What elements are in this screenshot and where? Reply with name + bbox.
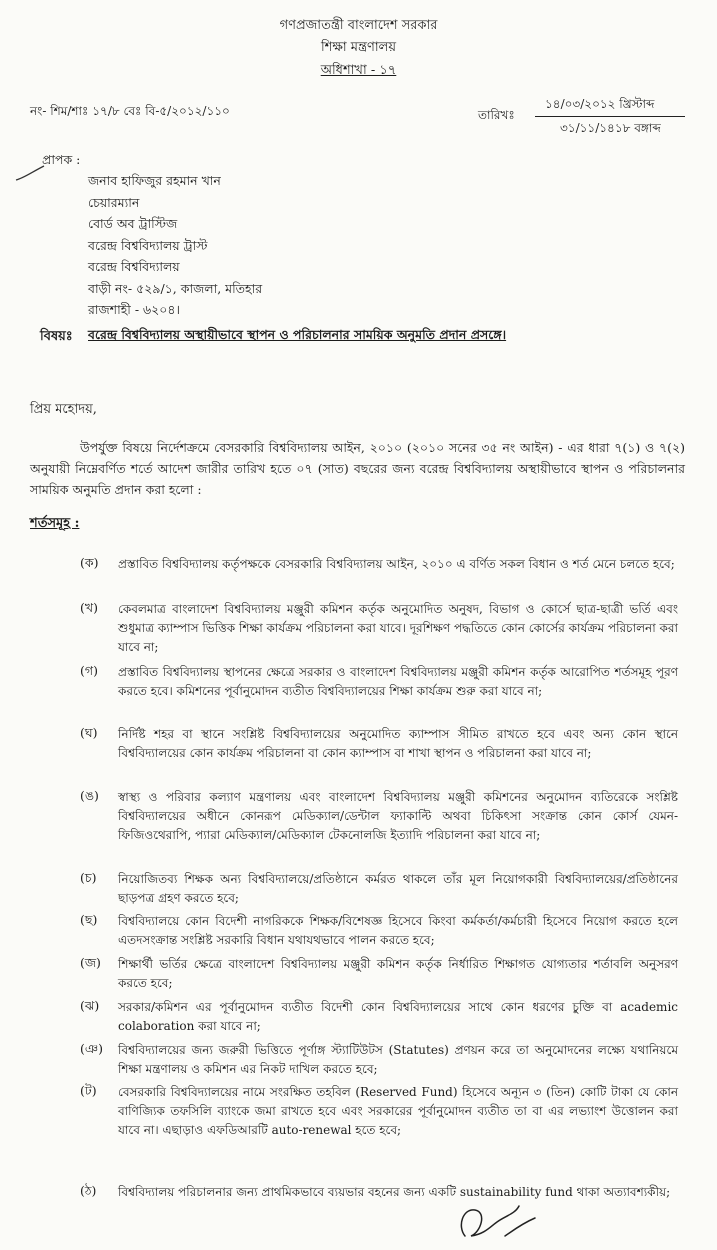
condition-text-ga: প্রস্তাবিত বিশ্ববিদ্যালয় স্থাপনের ক্ষেত্রে সরকার ও বাংলাদেশ বিশ্ববিদ্যালয় মঞ্জুরী কমিশন কর্তৃক আরোপিত শর্তসমূহ পূরণ করতে হবে। কমিশনের পূর্বানুমোদন ব্যতীত বিশ্ববিদ্যালয়ের শিক্ষা কার্যক্রম শুরু করা যাবে না;	[118, 665, 678, 698]
condition-label-ja: (জ)	[80, 955, 101, 970]
condition-label-nya: (ঞ)	[80, 1041, 103, 1056]
date-divider	[535, 116, 685, 117]
recipient-trust: বরেন্দ্র বিশ্ববিদ্যালয় ট্রাস্ট	[88, 237, 208, 253]
subject-text: বরেন্দ্র বিশ্ববিদ্যালয় অস্থায়ীভাবে স্থাপন ও পরিচালনার সাময়িক অনুমতি প্রদান প্রসঙ্গে।	[88, 327, 507, 342]
recipient-name: জনাব হাফিজুর রহমান খান	[88, 173, 221, 188]
recipient-designation: চেয়ারম্যান	[88, 194, 140, 210]
condition-label-cha: (ছ)	[80, 912, 98, 927]
conditions-heading: শর্তসমূহ :	[30, 516, 80, 531]
condition-text-ttha: বিশ্ববিদ্যালয় পরিচালনার জন্য প্রাথমিকভাবে ব্যয়ভার বহনের জন্য একটি sustainability fund থাকা অত্যাবশ্যকীয়;	[118, 1185, 671, 1199]
subject-label: বিষয়ঃ	[40, 329, 73, 344]
condition-text-uma: স্বাস্থ্য ও পরিবার কল্যাণ মন্ত্রণালয় এবং বাংলাদেশ বিশ্ববিদ্যালয় মঞ্জুরী কমিশনের অনুমোদন ব্যতিরেকে সংশ্লিষ্ট বিশ্ববিদ্যালয়ের অধীনে কোনরূপ মেডিক্যাল/ডেন্টাল ফ্যাকাল্টি অথবা চিকিৎসা সংক্রান্ত কোন কোর্স যেমন-ফিজিওথেরাপি, প্যারা মেডিক্যাল/মেডিক্যাল টেকনোলজি ইত্যাদি পরিচালনা করা যাবে না;	[118, 790, 678, 842]
date-bangla: ৩১/১১/১৪১৮ বঙ্গাব্দ	[560, 121, 661, 135]
condition-label-tta: (ট)	[80, 1083, 97, 1098]
header-line-3: অধিশাখা - ১৭	[320, 63, 397, 78]
recipient-label: প্রাপক :	[42, 152, 81, 167]
condition-text-gha: নির্দিষ্ট শহর বা স্থানে সংশ্লিষ্ট বিশ্ববিদ্যালয়ের অনুমোদিত ক্যাম্পাস সীমিত রাখতে হবে এবং অন্য কোন স্থানে বিশ্ববিদ্যালয়ের কোন কার্যক্রম পরিচালনা বা কোন ক্যাম্পাস বা শাখা স্থাপন ও পরিচালনা করা যাবে না;	[118, 727, 678, 760]
recipient-university: বরেন্দ্র বিশ্ববিদ্যালয়	[88, 259, 180, 274]
condition-label-ttha: (ঠ)	[80, 1183, 97, 1198]
pen-mark	[14, 164, 50, 184]
signature-initial	[445, 1196, 565, 1250]
condition-label-uma: (ঙ)	[80, 788, 99, 803]
body-paragraph: উপর্যুক্ত বিষয়ে নির্দেশক্রমে বেসরকারি বিশ্ববিদ্যালয় আইন, ২০১০ (২০১০ সনের ৩৫ নং আইন) - এর ধারা ৭(১) ও ৭(২) অনুযায়ী নিম্নেবর্ণিত শর্তে আদেশ জারীর তারিখ হতে ০৭ (সাত) বছরের জন্য বরেন্দ্র বিশ্ববিদ্যালয় অস্থায়ীভাবে স্থাপন ও পরিচালনার সাময়িক অনুমতি প্রদান করা হলো :	[30, 440, 685, 497]
condition-text-jha: সরকার/কমিশন এর পূর্বানুমোদন ব্যতীত বিদেশী কোন বিশ্ববিদ্যালয়ের সাথে কোন ধরণের চুক্তি বা academic colaboration করা যাবে না;	[118, 1000, 678, 1033]
date-label: তারিখঃ	[478, 108, 515, 122]
memo-number: নং- শিম/শাঃ ১৭/৮ বেঃ বি-৫/২০১২/১১০	[30, 104, 230, 118]
recipient-address	[88, 170, 262, 321]
condition-text-tta: বেসরকারি বিশ্ববিদ্যালয়ের নামে সংরক্ষিত তহবিল (Reserved Fund) হিসেবে অন্যূন ৩ (তিন) কোটি টাকা যে কোন বাণিজ্যিক তফসিলি ব্যাংকে জমা রাখতে হবে এবং সরকারের পূর্বানুমোদন ব্যতীত তা বা এর লভ্যাংশ উত্তোলন করা যাবে না। এছাড়াও এফডিআরটি auto-renewal হতে হবে;	[118, 1085, 678, 1137]
condition-label-jha: (ঝ)	[80, 998, 100, 1013]
header-line-1: গণপ্রজাতন্ত্রী বাংলাদেশ সরকার	[279, 18, 438, 33]
condition-text-kha: কেবলমাত্র বাংলাদেশ বিশ্ববিদ্যালয় মঞ্জুরী কমিশন কর্তৃক অনুমোদিত অনুষদ, বিভাগ ও কোর্সে ছাত্র-ছাত্রী ভর্তি এবং শুধুমাত্র ক্যাম্পাস ভিত্তিক শিক্ষা কার্যক্রম পরিচালনা করা যাবে। দূরশিক্ষণ পদ্ধতিতে কোন কোর্সের কার্যক্রম পরিচালনা করা যাবে না;	[118, 602, 678, 654]
recipient-board: বোর্ড অব ট্রাস্টিজ	[88, 216, 178, 231]
salutation: প্রিয় মহোদয়,	[30, 402, 97, 417]
condition-text-ka: প্রস্তাবিত বিশ্ববিদ্যালয় কর্তৃপক্ষকে বেসরকারি বিশ্ববিদ্যালয় আইন, ২০১০ এ বর্ণিত সকল বিধান ও শর্ত মেনে চলতে হবে;	[118, 557, 675, 571]
condition-label-kha: (খ)	[80, 600, 98, 615]
condition-label-gha: (ঘ)	[80, 725, 98, 740]
condition-text-ca: নিয়োজিতব্য শিক্ষক অন্য বিশ্ববিদ্যালয়ে/প্রতিষ্ঠানে কর্মরত থাকলে তাঁর মূল নিয়োগকারী বিশ্ববিদ্যালয়ের/প্রতিষ্ঠানের ছাড়পত্র গ্রহণ করতে হবে;	[118, 872, 678, 905]
condition-text-ja: শিক্ষার্থী ভর্তির ক্ষেত্রে বাংলাদেশ বিশ্ববিদ্যালয় মঞ্জুরী কমিশন কর্তৃক নির্ধারিত শিক্ষাগত যোগ্যতার শর্তাবলি অনুসরণ করতে হবে;	[118, 957, 678, 990]
condition-label-ca: (চ)	[80, 870, 97, 885]
condition-text-cha: বিশ্ববিদ্যালয়ে কোন বিদেশী নাগরিককে শিক্ষক/বিশেষজ্ঞ হিসেবে কিংবা কর্মকর্তা/কর্মচারী হিসেবে নিয়োগ করতে হলে এতদসংক্রান্ত সংশ্লিষ্ট সরকারি বিধান যথাযথভাবে পালন করতে হবে;	[118, 914, 678, 947]
condition-label-ga: (গ)	[80, 663, 98, 678]
condition-label-ka: (ক)	[80, 555, 99, 570]
recipient-house: বাড়ী নং- ৫২৯/১, কাজলা, মতিহার	[88, 280, 263, 296]
recipient-city: রাজশাহী - ৬২০৪।	[88, 302, 180, 317]
header-line-2: শিক্ষা মন্ত্রণালয়	[320, 40, 397, 55]
condition-text-nya: বিশ্ববিদ্যালয়ের জন্য জরুরী ভিত্তিতে পূর্ণাঙ্গ স্ট্যাটিউটস (Statutes) প্রণয়ন করে তা অনুমোদনের লক্ষ্যে যথানিয়মে শিক্ষা মন্ত্রণালয় ও কমিশন এর নিকট দাখিল করতে হবে;	[118, 1043, 678, 1076]
date-gregorian: ১৪/০৩/২০১২ খ্রিস্টাব্দ	[545, 97, 655, 111]
